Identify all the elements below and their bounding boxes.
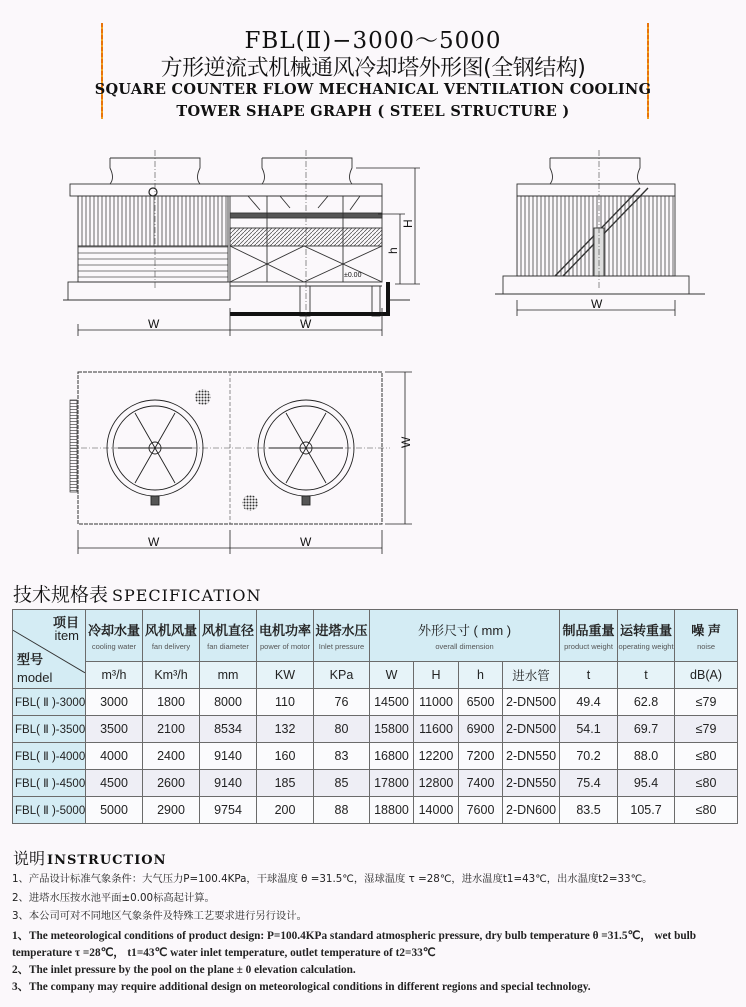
instruction-cn-line: 1、产品设计标准气象条件：大气压力P=100.4KPa，干球温度 θ =31.5℃，湿球温度 τ =28℃，进水温度t1=43℃，出水温度t2=33℃。 xyxy=(12,873,653,885)
table-header-row-1 xyxy=(13,610,738,662)
value-cell: 7600 xyxy=(459,797,503,824)
title-chinese: 方形逆流式机械通风冷却塔外形图(全钢结构) xyxy=(160,56,586,81)
header-en: cooling water xyxy=(91,642,137,651)
value-cell: 8000 xyxy=(200,689,257,716)
instruction-en-line: 1、The meteorological conditions of product design: P=100.4KPa standard atmospheric pressure, dry bulb temperature θ =31.5℃， wet bulb xyxy=(12,930,697,942)
header-en: operating weight xyxy=(618,642,674,651)
header-cn: 外形尺寸 ( mm ) xyxy=(417,623,512,638)
model-cell: FBL( Ⅱ )-5000 xyxy=(13,797,86,824)
header-product-weight xyxy=(560,610,618,662)
plan-dim-label-w-left: W xyxy=(148,535,160,549)
value-cell: 12800 xyxy=(414,770,459,797)
value-cell: 8534 xyxy=(200,716,257,743)
instruction-heading-cn: 说明 xyxy=(13,849,46,868)
value-cell: 185 xyxy=(257,770,314,797)
value-cell: ≤80 xyxy=(675,743,738,770)
value-cell: 4000 xyxy=(86,743,143,770)
side-dim-label-w: W xyxy=(591,297,603,311)
value-cell: 54.1 xyxy=(560,716,618,743)
value-cell: 62.8 xyxy=(618,689,675,716)
plan-dim-label-w-side: W xyxy=(399,436,413,448)
value-cell: 3500 xyxy=(86,716,143,743)
header-en: noise xyxy=(697,642,715,651)
spec-heading-cn: 技术规格表 xyxy=(13,584,109,606)
header-cn: 噪 声 xyxy=(691,623,721,638)
value-cell: ≤80 xyxy=(675,797,738,824)
fan-stack-right xyxy=(262,158,352,184)
unit-cell: t xyxy=(560,662,618,689)
corner-item-en: item xyxy=(54,628,79,643)
value-cell: 76 xyxy=(314,689,370,716)
unit-cell: mm xyxy=(200,662,257,689)
unit-cell: dB(A) xyxy=(675,662,738,689)
value-cell: 70.2 xyxy=(560,743,618,770)
header-en: overall dimension xyxy=(435,642,494,651)
title-english-line1: SQUARE COUNTER FLOW MECHANICAL VENTILATION COOLING xyxy=(94,81,652,98)
value-cell: 83 xyxy=(314,743,370,770)
corner-model-cn: 型号 xyxy=(17,652,44,667)
value-cell: 160 xyxy=(257,743,314,770)
value-cell: 2-DN600 xyxy=(503,797,560,824)
plan-dim-label-w-right: W xyxy=(300,535,312,549)
unit-cell: Km³/h xyxy=(143,662,200,689)
model-cell: FBL( Ⅱ )-3500 xyxy=(13,716,86,743)
header-operating-weight xyxy=(618,610,675,662)
title-english-line2: TOWER SHAPE GRAPH ( STEEL STRUCTURE ) xyxy=(176,103,570,120)
value-cell: 95.4 xyxy=(618,770,675,797)
value-cell: 5000 xyxy=(86,797,143,824)
value-cell: 2-DN550 xyxy=(503,743,560,770)
dim-label-w-left: W xyxy=(148,317,160,331)
value-cell: 9140 xyxy=(200,770,257,797)
plan-view-drawing xyxy=(60,360,425,560)
subheader-cell: W xyxy=(370,662,414,689)
corner-item-cn: 项目 xyxy=(52,615,79,630)
instruction-cn-line: 3、本公司可对不同地区气象条件及特殊工艺要求进行另行设计。 xyxy=(12,910,307,922)
value-cell: ≤80 xyxy=(675,770,738,797)
header-cooling-water xyxy=(86,610,143,662)
value-cell: 6900 xyxy=(459,716,503,743)
value-cell: 88 xyxy=(314,797,370,824)
dim-label-w-right: W xyxy=(300,317,312,331)
unit-cell: KPa xyxy=(314,662,370,689)
value-cell: 15800 xyxy=(370,716,414,743)
instruction-heading xyxy=(13,846,167,869)
table-header-row-2 xyxy=(13,662,738,689)
value-cell: 2-DN500 xyxy=(503,716,560,743)
value-cell: 3000 xyxy=(86,689,143,716)
instruction-en-line: 2、The inlet pressure by the pool on the plane ± 0 elevation calculation. xyxy=(12,964,356,976)
value-cell: 2-DN550 xyxy=(503,770,560,797)
header-en: fan diameter xyxy=(207,642,249,651)
header-en: power of motor xyxy=(259,642,311,651)
basin-floor xyxy=(230,312,390,316)
header-motor-power xyxy=(257,610,314,662)
value-cell: 11600 xyxy=(414,716,459,743)
subheader-cell: H xyxy=(414,662,459,689)
value-cell: 75.4 xyxy=(560,770,618,797)
spec-table-body xyxy=(13,689,738,824)
header-cn: 冷却水量 xyxy=(87,623,140,638)
value-cell: 18800 xyxy=(370,797,414,824)
value-cell: 2-DN500 xyxy=(503,689,560,716)
title-model-range: FBL(Ⅱ)−3000～5000 xyxy=(244,28,502,54)
subheader-cell: 进水管 xyxy=(503,662,560,689)
header-cn: 运转重量 xyxy=(620,623,673,638)
header-en: fan delivery xyxy=(151,642,191,651)
header-cn: 进塔水压 xyxy=(315,623,368,638)
model-cell: FBL( Ⅱ )-4000 xyxy=(13,743,86,770)
instruction-cn-line: 2、进塔水压按水池平面±0.00标高起计算。 xyxy=(12,892,215,904)
basin-wall xyxy=(386,282,390,316)
spec-heading-en: SPECIFICATION xyxy=(112,586,262,605)
value-cell: 105.7 xyxy=(618,797,675,824)
value-cell: 6500 xyxy=(459,689,503,716)
header-cn: 制品重量 xyxy=(562,623,615,638)
unit-cell: m³/h xyxy=(86,662,143,689)
value-cell: 132 xyxy=(257,716,314,743)
value-cell: 7400 xyxy=(459,770,503,797)
elevation-label: ±0.00 xyxy=(344,272,362,279)
table-row xyxy=(13,689,738,716)
corner-model-en: model xyxy=(17,670,53,685)
value-cell: 16800 xyxy=(370,743,414,770)
value-cell: 2400 xyxy=(143,743,200,770)
subheader-cell: h xyxy=(459,662,503,689)
value-cell: 2600 xyxy=(143,770,200,797)
header-noise xyxy=(675,610,738,662)
spec-table xyxy=(12,609,738,824)
value-cell: 49.4 xyxy=(560,689,618,716)
front-elevation-drawing xyxy=(60,148,420,338)
header-corner-cell xyxy=(13,610,86,689)
unit-cell: t xyxy=(618,662,675,689)
header-inlet-pressure xyxy=(314,610,370,662)
side-elevation-drawing xyxy=(495,148,710,318)
value-cell: 110 xyxy=(257,689,314,716)
header-cn: 电机功率 xyxy=(258,623,311,638)
dim-label-h: h xyxy=(386,247,400,254)
model-cell: FBL( Ⅱ )-3000 xyxy=(13,689,86,716)
table-row xyxy=(13,797,738,824)
table-row xyxy=(13,770,738,797)
header-cn: 风机直径 xyxy=(201,623,254,638)
spec-heading xyxy=(13,580,261,607)
value-cell: 1800 xyxy=(143,689,200,716)
value-cell: 83.5 xyxy=(560,797,618,824)
fan-right xyxy=(258,400,354,505)
instruction-en-line: temperature τ =28℃， t1=43℃ water inlet temperature, outlet temperature of t2=33℃ xyxy=(12,947,436,959)
value-cell: 14500 xyxy=(370,689,414,716)
table-row xyxy=(13,716,738,743)
header-cn: 风机风量 xyxy=(144,623,197,638)
value-cell: 69.7 xyxy=(618,716,675,743)
header-en: product weight xyxy=(564,642,613,651)
value-cell: 9754 xyxy=(200,797,257,824)
value-cell: ≤79 xyxy=(675,716,738,743)
value-cell: 85 xyxy=(314,770,370,797)
value-cell: 9140 xyxy=(200,743,257,770)
instruction-heading-en: INSTRUCTION xyxy=(47,853,167,868)
value-cell: 2100 xyxy=(143,716,200,743)
unit-cell: KW xyxy=(257,662,314,689)
fan-left xyxy=(107,400,203,505)
instruction-en-line: 3、The company may require additional design on meteorological conditions in different regions and special technology. xyxy=(12,981,591,993)
header-overall-dimension xyxy=(370,610,560,662)
dim-label-H: H xyxy=(401,219,415,228)
value-cell: 17800 xyxy=(370,770,414,797)
value-cell: ≤79 xyxy=(675,689,738,716)
header-en: Inlet pressure xyxy=(318,642,365,651)
value-cell: 80 xyxy=(314,716,370,743)
value-cell: 200 xyxy=(257,797,314,824)
header-fan-diameter xyxy=(200,610,257,662)
value-cell: 88.0 xyxy=(618,743,675,770)
value-cell: 4500 xyxy=(86,770,143,797)
value-cell: 12200 xyxy=(414,743,459,770)
value-cell: 7200 xyxy=(459,743,503,770)
table-row xyxy=(13,743,738,770)
value-cell: 2900 xyxy=(143,797,200,824)
value-cell: 11000 xyxy=(414,689,459,716)
header-fan-delivery xyxy=(143,610,200,662)
value-cell: 14000 xyxy=(414,797,459,824)
model-cell: FBL( Ⅱ )-4500 xyxy=(13,770,86,797)
